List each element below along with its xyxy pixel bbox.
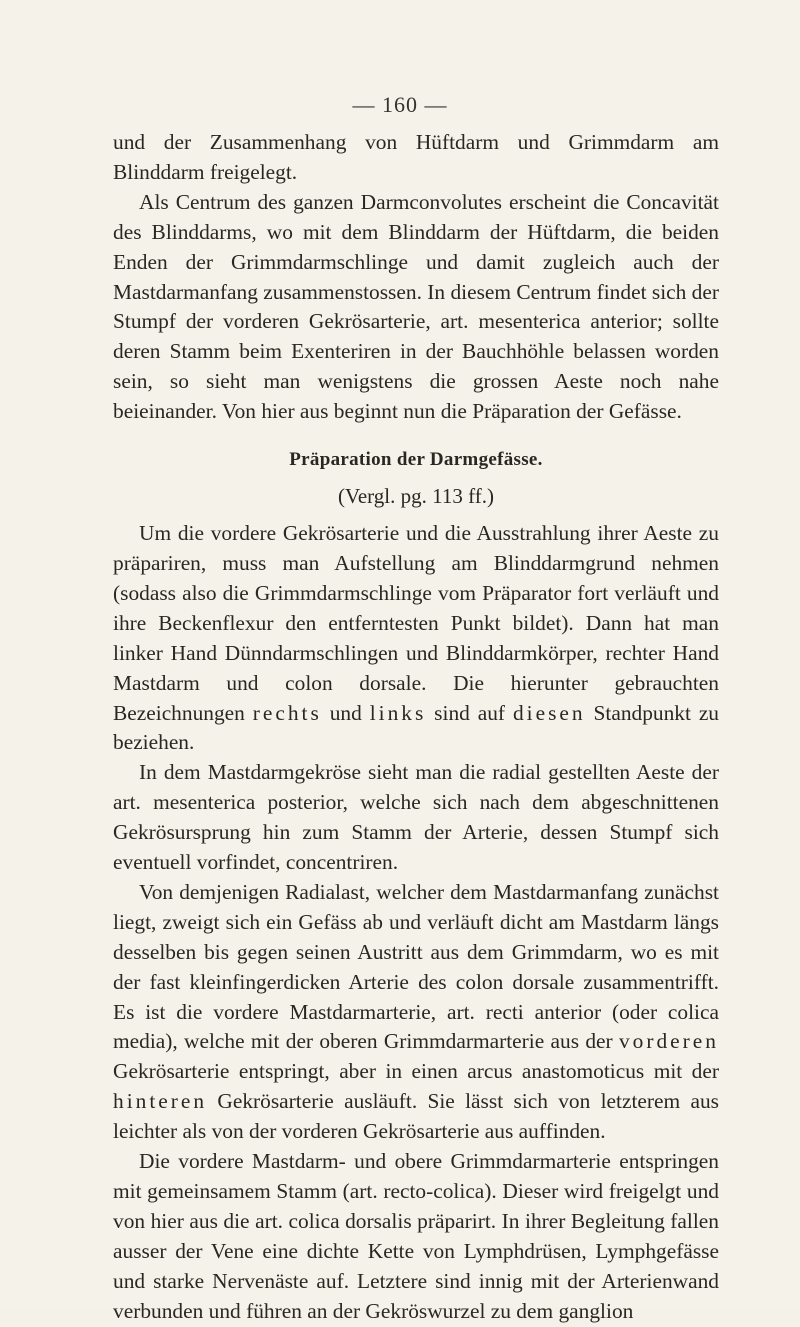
text-run: Als Centrum des ganzen Darmconvolutes erscheint die Concavität des Blinddarms, wo mit dem Blinddarm der Hüftdarm, die beiden Enden der Grimmdarmschlinge und damit zugleich auch der Mastdarmanfang zusammenstossen. In diesem Centrum findet sich der Stumpf der vorderen Gekrösarterie, art. mesenterica anterior; sollte deren Stamm beim Exenteriren in der Bauchhöhle belassen worden sein, so sieht man wenigstens die grossen Aeste noch nahe beieinander. Von hier aus beginnt nun die Präparation der Gefässe. — [113, 189, 719, 424]
text-run: Gekrösarterie entspringt, aber in einen arcus anastomoticus mit der — [113, 1059, 719, 1084]
paragraph — [113, 519, 719, 758]
emphasized-spaced-text: vorderen — [618, 1029, 719, 1054]
paragraph — [113, 1147, 719, 1326]
text-run: sind auf — [426, 700, 513, 725]
emphasized-spaced-text: links — [369, 700, 427, 725]
text-run: In dem Mastdarmgekröse sieht man die radial gestellten Aeste der art. mesenterica posterior, welche sich nach dem abgeschnittenen Gekrösursprung hin zum Stamm der Arterie, dessen Stumpf sich eventuell vorfindet, concentriren. — [113, 760, 719, 875]
paragraph — [113, 758, 719, 878]
paragraph — [113, 878, 719, 1147]
page-number: — 160 — — [352, 92, 448, 117]
section-heading: Präparation der Darmgefässe. — [289, 449, 543, 471]
emphasized-spaced-text: diesen — [512, 700, 586, 725]
paragraph — [113, 128, 719, 188]
paragraphs-before-heading — [113, 128, 719, 427]
paragraphs-after-heading — [113, 519, 719, 1326]
text-run: Gekrösarterie ausläuft. Sie lässt sich von letzterem aus leichter als von der vorderen Gekrösarterie aus auffinden. — [113, 1089, 719, 1144]
section-reference: (Vergl. pg. 113 ff.) — [338, 484, 494, 509]
text-run: Von demjenigen Radialast, welcher dem Mastdarmanfang zunächst liegt, zweigt sich ein Gefäss ab und verläuft dicht am Mastdarm längs desselben bis gegen seinen Austritt aus dem Grimmdarm, wo es mit der fast kleinfingerdicken Arterie des colon dorsale zusammentrifft. Es ist die vordere Mastdarmarterie, art. recti anterior (oder colica media), welche mit der oberen Grimmdarmarterie aus der — [113, 879, 719, 1054]
text-run: und der Zusammenhang von Hüftdarm und Grimmdarm am Blinddarm freigelegt. — [113, 130, 719, 184]
paragraph — [113, 188, 719, 427]
body-text — [113, 128, 719, 1327]
text-run: Um die vordere Gekrösarterie und die Ausstrahlung ihrer Aeste zu präpariren, muss man Aufstellung am Blinddarmgrund nehmen (sodass also die Grimmdarmschlinge vom Präparator fort verläuft und ihre Beckenflexur den entferntesten Punkt bildet). Dann hat man linker Hand Dünndarmschlingen und Blinddarmkörper, rechter Hand Mastdarm und colon dorsale. Die hierunter gebrauchten Bezeichnungen — [113, 521, 719, 725]
text-run: und — [321, 700, 370, 725]
text-run: Standpunkt zu beziehen. — [113, 700, 720, 755]
emphasized-spaced-text: hinteren — [113, 1089, 208, 1114]
text-run: Die vordere Mastdarm- und obere Grimmdarmarterie entspringen mit gemeinsamem Stamm (art. recto-colica). Dieser wird freigelgt und von hier aus die art. colica dorsalis präparirt. In ihrer Begleitung fallen ausser der Vene eine dichte Kette von Lymphdrüsen, Lymphgefässe und starke Nervenäste auf. Letztere sind innig mit der Arterienwand verbunden und führen an der Gekröswurzel zu dem ganglion — [113, 1149, 719, 1323]
emphasized-spaced-text: rechts — [252, 700, 322, 725]
